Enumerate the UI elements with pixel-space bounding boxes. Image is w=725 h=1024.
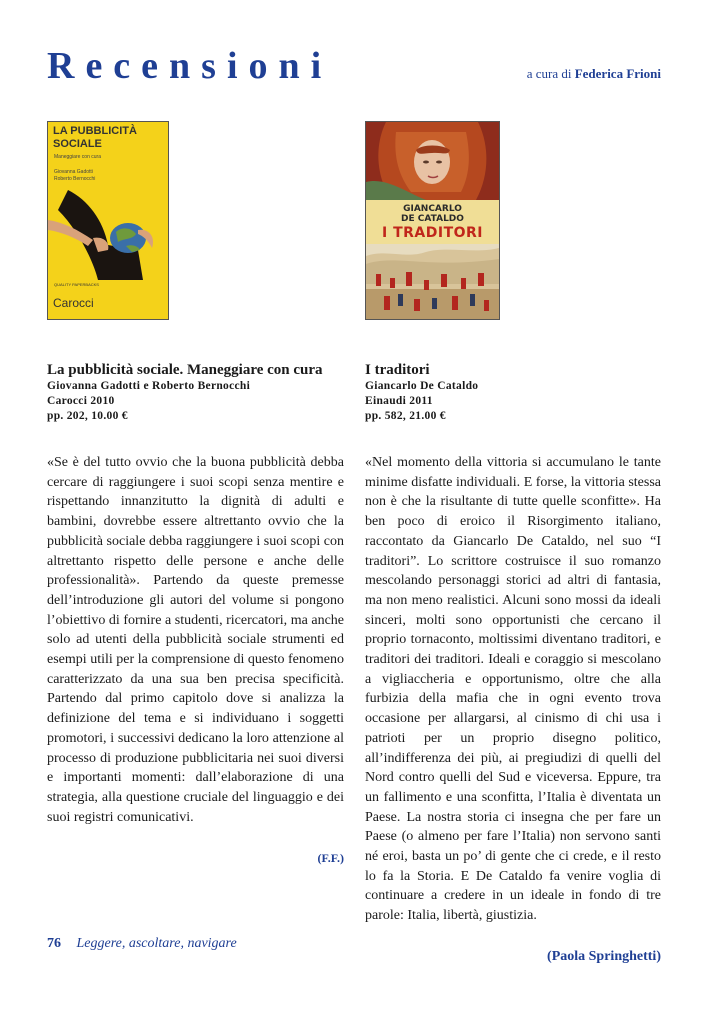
cover-publisher: Carocci [53,296,94,310]
cover-subtitle: Maneggiare con cura [54,154,101,160]
review-paragraph: «Nel momento della vittoria si accumulano le tante minime disfatte individuali. E forse, la vittoria stessa non è che la risultante di tutte quelle sconfitte». Ha ben poco di eroico il Risorgimento italiano, raccontato da Giancarlo De Cataldo, nel suo “I traditori”. Lo scrittore costruisce il suo romanzo mescolando personaggi storici ad altri di fantasia, ma non meno realistici. Alcuni sono mossi da ideali sinceri, molti sono opportunisti che cercano il proprio tornaconto, moltissimi diventano traditori, e traditori dei traditori. Ideali e coraggio si mescolano a vigliaccheria e opportunismo, oltre che alla furbizia della mafia che in ogni evento trova occasione per allargarsi, al cinismo di chi usa i patrioti per un proprio disegno politico, all’indifferenza dei più, ai pregiudizi di quelli del Nord contro quelli del Sud e viceversa. Eppure, tra un fallimento e una sconfitta, l’Italia è diventata un Paese. La nostra storia ci insegna che per fare un Paese (o almeno per fare l’Italia) non servono santi né eroi, basta un po’ di gente che ci crede, e il resto lo fa la Storia. E De Cataldo fa venire voglia di continuare a credere in un ideale in fondo di tre parole: Italia, libertà, giustizia. [365,455,661,924]
cover-author [366,204,499,224]
book-publisher-year: Carocci 2010 [47,395,115,407]
cover-painting-woman [366,122,499,200]
book-cover-i-traditori [365,121,500,320]
cover-author2: Roberto Bernocchi [54,176,96,182]
book-cover-pubblicita-sociale [47,121,169,320]
cover-authors [54,169,95,183]
review-text-1 [47,453,344,827]
book-authors: Giovanna Gadotti e Roberto Bernocchi [47,380,251,392]
cover-battle-scene [366,244,499,319]
book-info-2 [365,361,665,424]
cover-author1: Giovanna Gadotti [54,169,93,175]
cover-title-line1: LA PUBBLICITÀ [53,125,137,137]
magazine-name: Leggere, ascoltare, navigare [76,936,237,951]
cover-title [53,125,137,151]
cover-photo-hands-globe [48,190,168,280]
review-paragraph: «Se è del tutto ovvio che la buona pubblicità debba cercare di raggiungere i suoi scopi senza mentire e rispettando innanzitutto la dignità di adulti e bambini, dovrebbe essere altrettanto ovvio che la pubblicità sociale debba raggiungere i suoi scopi con altrettanto rispetto delle persone e anche delle professionalità». Partendo da queste premesse dell’introduzione gli autori del volume si pongono l’obiettivo di fornire a studenti, ricercatori, ma anche solo ad utenti della pubblicità sociale strumenti ed esempi utili per la comprensione di questo fenomeno caratterizzato da una sua ben precisa specificità. Partendo dal primo capitolo dove si analizza la definizione del tema e si individuano i soggetti promotori, i successivi dedicano la loro attenzione al processo di produzione pubblicitaria nei suoi diversi e importanti momenti: dall’elaborazione di una strategia, alla questione cruciale del linguaggio e dei suoi registri comunicativi. [47,455,344,825]
review-text-2 [365,453,661,926]
book-pages-price: pp. 202, 10.00 € [47,410,128,422]
curator-credit [527,66,661,82]
book-authors: Giancarlo De Cataldo [365,380,479,392]
curator-prefix: a cura di [526,66,572,81]
book-title: La pubblicità sociale. Maneggiare con cura [47,362,323,378]
cover-title: I TRADITORI [381,225,484,241]
curator-name: Federica Frioni [574,66,661,81]
section-title: Recensioni [47,45,333,87]
page-number: 76 [47,936,61,951]
cover-author-line1: GIANCARLO [403,204,462,214]
review-signature-1: (F.F.) [317,851,344,865]
book-info-1 [47,361,352,424]
book-title: I traditori [365,362,430,378]
book-pages-price: pp. 582, 21.00 € [365,410,446,422]
book-publisher-year: Einaudi 2011 [365,395,433,407]
page-footer [47,936,237,952]
cover-title-line2: SOCIALE [53,138,102,150]
cover-author-line2: DE CATALDO [401,214,464,224]
review-signature-2: (Paola Springhetti) [547,949,661,964]
cover-series: QUALITY PAPERBACKS [54,282,99,287]
